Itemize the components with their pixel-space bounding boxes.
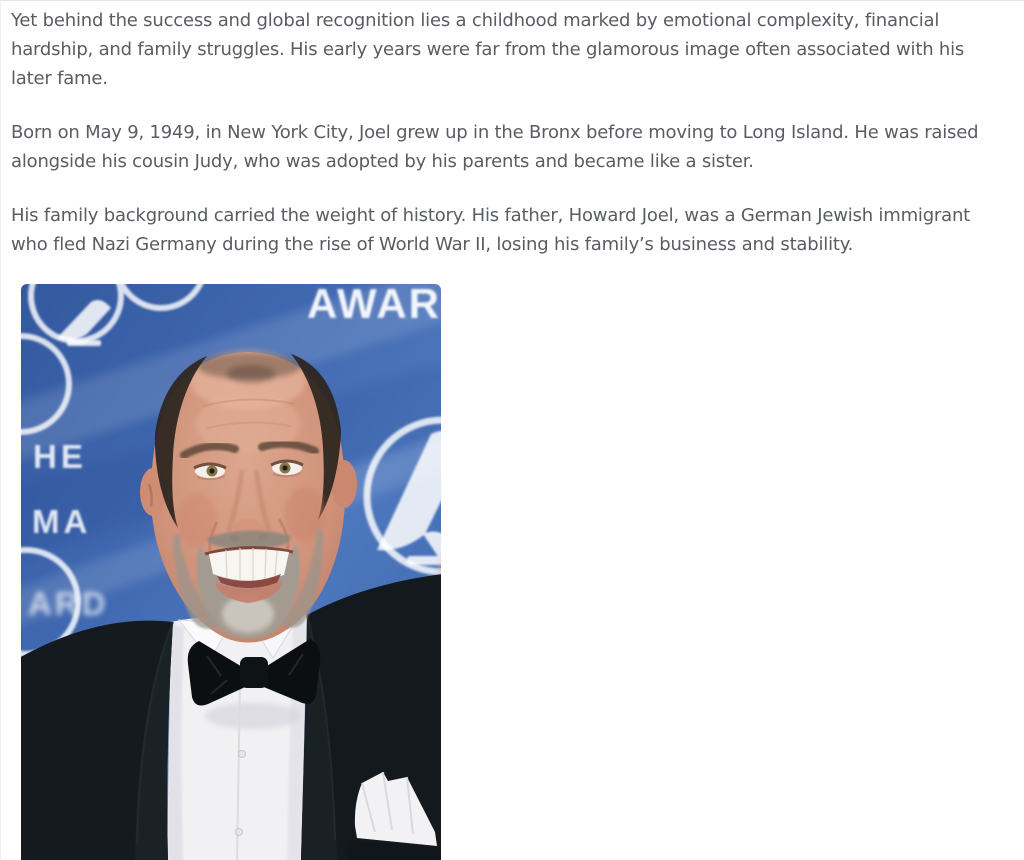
backdrop-row-ma: MA [32, 503, 92, 540]
paragraph-3 [11, 201, 1024, 259]
text-line: alongside his cousin Judy, who was adopted by his parents and became like a sister. [11, 151, 754, 172]
text-line: hardship, and family struggles. His early years were far from the glamorous image often associated with his [11, 39, 965, 60]
text-line: His family background carried the weight of history. His father, Howard Joel, was a German Jewish immigrant [11, 205, 971, 226]
paragraph-1 [11, 6, 1024, 93]
backdrop-awards-text: AWAR [307, 284, 441, 327]
billy-joel-photo-graphic [21, 284, 441, 860]
tuxedo-shirt [167, 614, 307, 860]
billy-joel-photo [21, 284, 441, 860]
text-line: Born on May 9, 1949, in New York City, Joel grew up in the Bronx before moving to Long Island. He was raised [11, 122, 979, 143]
backdrop-row-he: HE [33, 438, 87, 475]
paragraph-2 [11, 118, 1024, 176]
text-line: who fled Nazi Germany during the rise of World War II, losing his family’s business and stability. [11, 234, 854, 255]
backdrop-row-ard: ARD [28, 585, 109, 622]
text-line: later fame. [11, 68, 108, 89]
text-line: Yet behind the success and global recognition lies a childhood marked by emotional complexity, financial [11, 10, 940, 31]
article-content [1, 1, 1024, 860]
